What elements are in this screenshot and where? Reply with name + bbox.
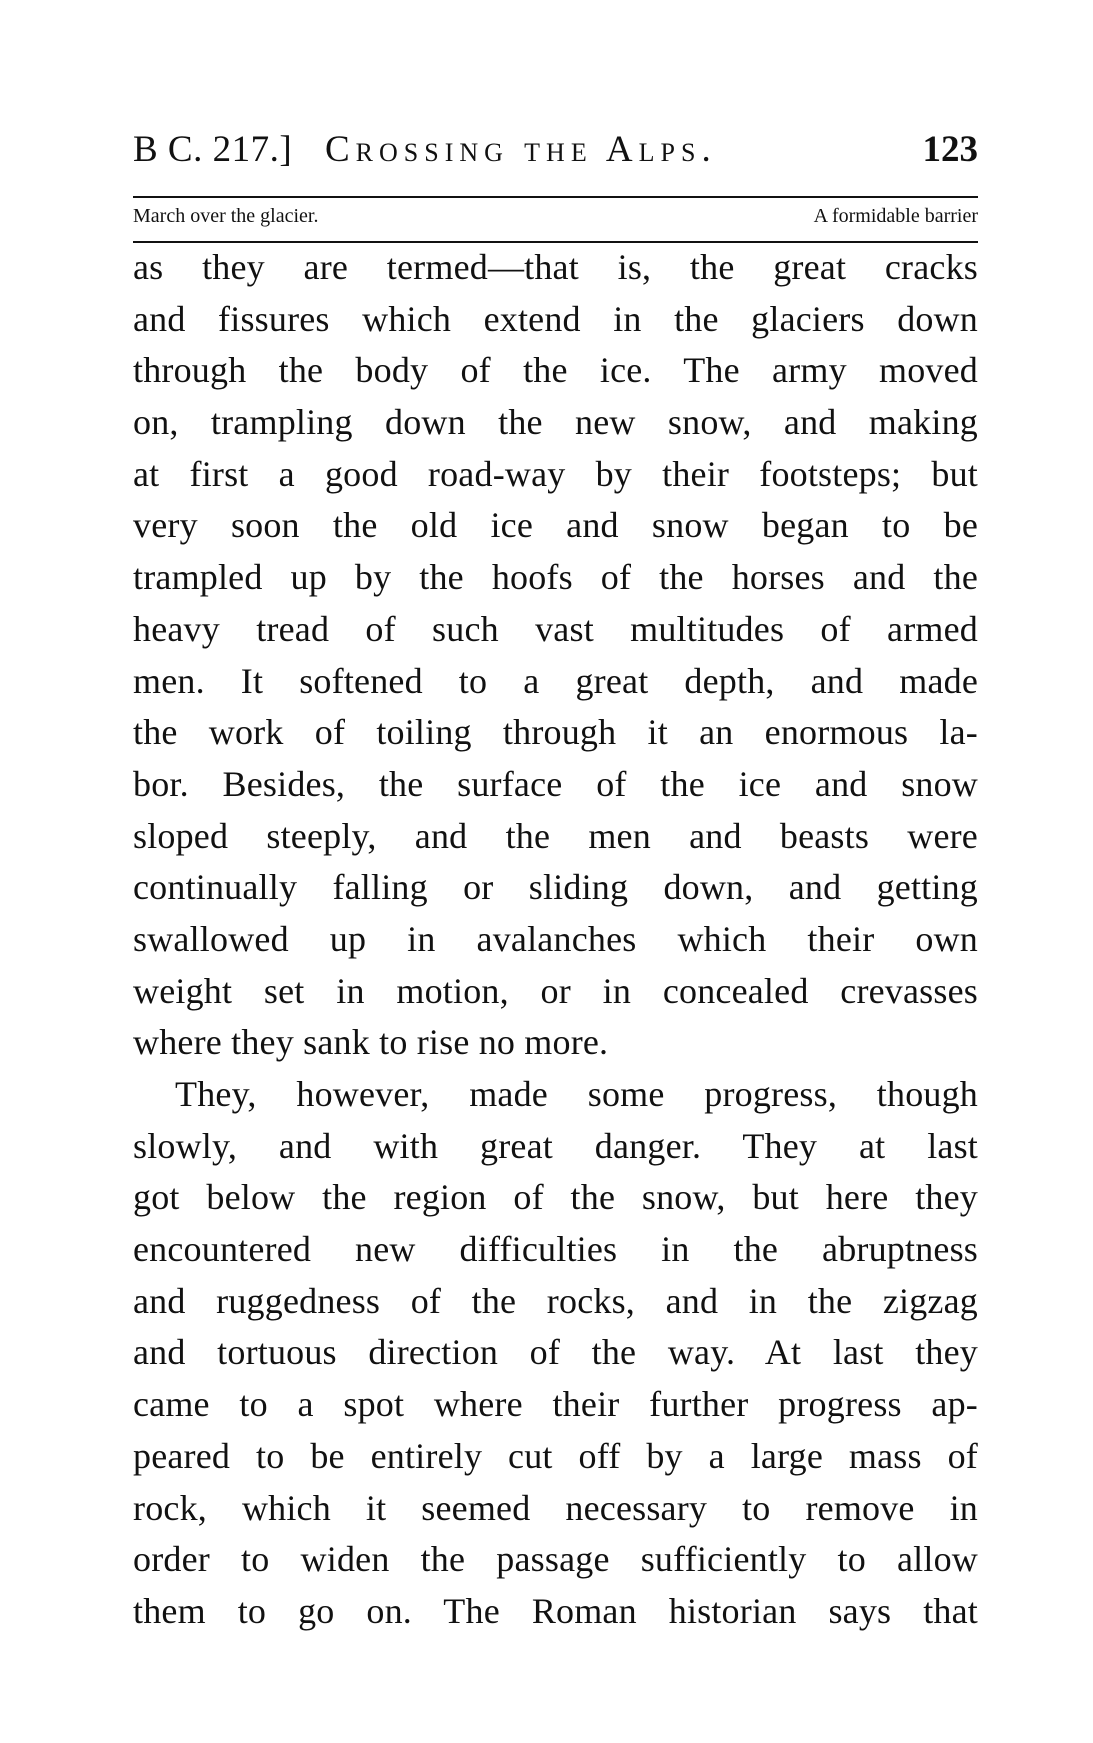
text-line: through the body of the ice. The army moved: [133, 350, 978, 391]
text-line: got below the region of the snow, but here they: [133, 1177, 978, 1218]
header-date: B C. 217.]: [133, 129, 293, 170]
text-line: They, however, made some progress, though: [175, 1074, 978, 1114]
text-line: slowly, and with great danger. They at last: [133, 1125, 978, 1166]
text-line: and fissures which extend in the glaciers down: [133, 298, 978, 339]
page-number: 123: [922, 129, 978, 170]
text-line: on, trampling down the new snow, and making: [133, 402, 978, 443]
header-title: Crossing the Alps.: [325, 129, 717, 170]
text-line: and ruggedness of the rocks, and in the zigzag: [133, 1280, 978, 1321]
text-line: and tortuous direction of the way. At last they: [133, 1332, 978, 1373]
paragraph-1: [133, 242, 978, 1069]
text-line: bor. Besides, the surface of the ice and snow: [133, 763, 978, 804]
text-line: weight set in motion, or in concealed crevasses: [133, 970, 978, 1011]
text-line: swallowed up in avalanches which their own: [133, 918, 978, 959]
text-line: came to a spot where their further progress ap-: [133, 1384, 978, 1425]
text-line: order to widen the passage sufficiently to allow: [133, 1539, 978, 1580]
text-line: as they are termed—that is, the great cracks: [133, 247, 978, 287]
text-line: sloped steeply, and the men and beasts were: [133, 815, 978, 856]
text-line: heavy tread of such vast multitudes of armed: [133, 608, 978, 649]
paragraph-2: [133, 1069, 978, 1638]
text-line: trampled up by the hoofs of the horses and the: [133, 557, 978, 598]
text-line: where they sank to rise no more.: [133, 1022, 609, 1063]
text-line: peared to be entirely cut off by a large mass of: [133, 1435, 978, 1476]
header-rule-top: [133, 196, 978, 198]
text-line: encountered new difficulties in the abruptness: [133, 1229, 978, 1270]
text-line: them to go on. The Roman historian says that: [133, 1590, 978, 1631]
body-text: [133, 242, 978, 1638]
side-headings: [133, 205, 978, 235]
running-head: [133, 120, 978, 180]
text-line: the work of toiling through it an enormous la-: [133, 712, 978, 753]
text-line: men. It softened to a great depth, and made: [133, 660, 978, 701]
side-heading-right: A formidable barrier: [813, 205, 978, 227]
text-line: rock, which it seemed necessary to remove in: [133, 1487, 978, 1528]
side-heading-left: March over the glacier.: [133, 205, 319, 227]
text-line: very soon the old ice and snow began to be: [133, 505, 978, 546]
text-line: at first a good road-way by their footsteps; but: [133, 453, 978, 494]
text-line: continually falling or sliding down, and getting: [133, 867, 978, 908]
